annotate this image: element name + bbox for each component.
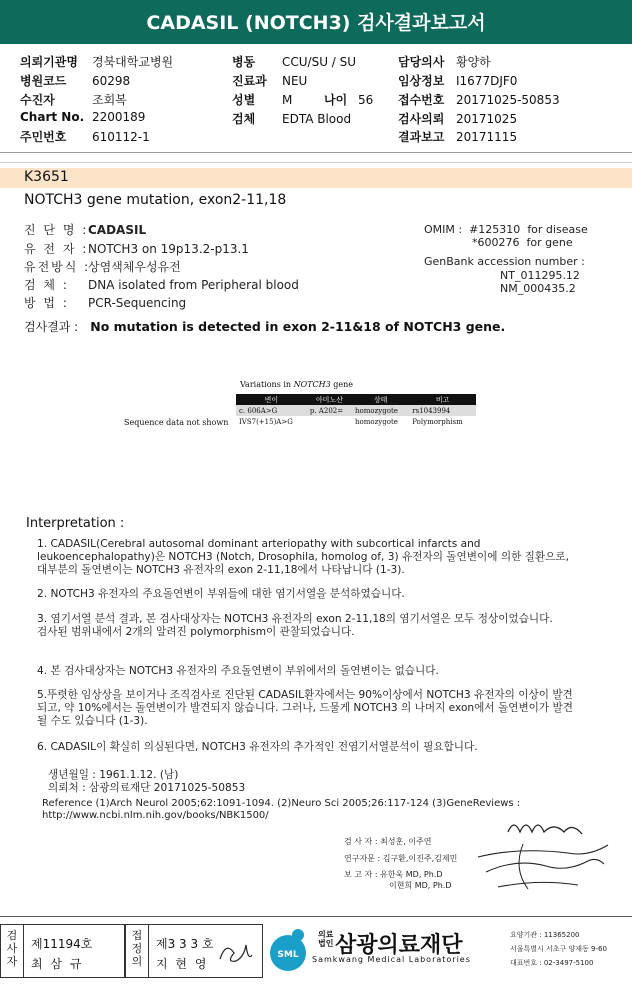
- header-row-specimen: [232, 110, 351, 127]
- header-label: 병원코드: [20, 74, 67, 88]
- footer-divider: [0, 916, 632, 917]
- header-row-report-date: [398, 128, 517, 145]
- org-address: 서울특별시 서초구 양재동 9-60: [510, 945, 607, 953]
- sequence-note: Sequence data not shown: [124, 418, 229, 427]
- header-row-doctor: [398, 53, 491, 70]
- column-header: 비고: [409, 394, 476, 405]
- header-divider-2: [0, 162, 632, 163]
- field-label: 검 체 :: [24, 278, 69, 292]
- table-row: [236, 405, 476, 416]
- header-row-ward: [232, 53, 356, 70]
- header-label: 수진자: [20, 93, 55, 107]
- reporter-line-2: 이현희 MD, Ph.D: [389, 881, 452, 890]
- box-vertical-label: 검사자: [6, 929, 18, 968]
- verifier-stamp-box: [125, 924, 263, 978]
- field-label: 방 법 :: [24, 296, 69, 310]
- age-label: 나이: [324, 93, 348, 107]
- header-value: 60298: [92, 74, 131, 88]
- result-line: [24, 318, 505, 335]
- test-code: K3651: [24, 169, 69, 185]
- table-row: [236, 416, 476, 427]
- field-method: [24, 294, 186, 311]
- field-inheritance: [24, 258, 181, 275]
- reference: Reference (1)Arch Neurol 2005;62:1091-1094. (2)Neuro Sci 2005;26:117-124 (3)GeneReviews :: [42, 798, 521, 809]
- field-label: 유전방식 :: [24, 260, 91, 274]
- header-row-sex-age: [232, 91, 373, 108]
- header-value: CCU/SU / SU: [282, 55, 357, 69]
- field-value: PCR-Sequencing: [88, 296, 187, 310]
- field-specimen: [24, 276, 299, 293]
- box-divider: [23, 925, 24, 977]
- omim-label: OMIM :: [424, 223, 463, 236]
- header-row-department: [232, 72, 307, 89]
- omim-disease: [424, 223, 588, 236]
- header-value: 조회복: [92, 93, 127, 107]
- omim-gene: [472, 236, 573, 249]
- header-label: 성별: [232, 93, 256, 107]
- omim-disease-id: #125310: [469, 223, 521, 236]
- header-label: 진료과: [232, 74, 267, 88]
- omim-gene-id: *600276: [472, 236, 520, 249]
- org-english: Samkwang Medical Laboratories: [312, 955, 471, 964]
- header-row-chart-no: [20, 110, 145, 124]
- sml-logo-icon: [266, 925, 312, 973]
- requester: 의뢰처 : 삼광의료재단 20171025-50853: [48, 782, 246, 794]
- birth-date: 생년월일 : 1961.1.12. (남): [48, 769, 179, 781]
- variations-table: [236, 394, 476, 427]
- field-gene: [24, 240, 249, 257]
- box-line-1: 제3 3 3 호: [156, 937, 214, 951]
- header-label: 주민번호: [20, 130, 67, 144]
- interpretation-heading: Interpretation :: [26, 516, 125, 531]
- signature-scribble: [468, 812, 618, 902]
- column-header: 변이: [236, 394, 307, 405]
- org-name: 삼광의료재단: [335, 933, 463, 958]
- header-value: I1677DJF0: [456, 74, 518, 88]
- field-value: CADASIL: [88, 223, 147, 237]
- header-value: NEU: [282, 74, 308, 88]
- report-title: CADASIL (NOTCH3) 검사결과보고서: [0, 0, 632, 44]
- header-label: 접수번호: [398, 93, 445, 107]
- header-label: 담당의사: [398, 55, 445, 69]
- header-value: M: [282, 93, 293, 107]
- table-cell: [307, 416, 352, 427]
- box-vertical-label: 접정의: [131, 929, 143, 968]
- test-code-band: [0, 168, 632, 188]
- header-row-id-number: [20, 128, 150, 145]
- omim-gene-note: for gene: [526, 236, 573, 249]
- table-cell: Polymorphism: [412, 417, 463, 426]
- field-label: 유 전 자 :: [24, 242, 89, 256]
- header-label: 결과보고: [398, 130, 445, 144]
- reporter-line: 보 고 자 : 유한욱 MD, Ph.D: [344, 870, 443, 879]
- header-label: 임상정보: [398, 74, 445, 88]
- header-row-patient: [20, 91, 127, 108]
- field-value: NOTCH3 on 19p13.2-p13.1: [88, 242, 249, 256]
- variations-caption: [240, 380, 353, 389]
- header-value: 경북대학교병원: [92, 55, 174, 69]
- field-label: 진 단 명 :: [24, 223, 89, 237]
- caption-gene: NOTCH3: [293, 380, 331, 389]
- header-value: 610112-1: [92, 130, 150, 144]
- org-prefix-1: 의료: [318, 930, 334, 939]
- table-cell: rs1043994: [409, 405, 476, 416]
- table-cell: c. 606A>G: [236, 405, 307, 416]
- table-cell: homozygote: [352, 405, 409, 416]
- org-code: 요양기관 : 11365200: [510, 931, 580, 939]
- header-row-request-date: [398, 110, 517, 127]
- header-label: 검체: [232, 112, 256, 126]
- org-prefix: [318, 930, 333, 948]
- result-label: 검사결과 :: [24, 320, 79, 334]
- interpretation-item: 3. 염기서열 분석 결과, 본 검사대상자는 NOTCH3 유전자의 exon 2-11,18의 염기서열은 모두 정상이었습니다. 검사된 범위내에서 2개의 알려진 polymorphism이 관찰되었습니다.: [37, 613, 553, 638]
- genbank-label: GenBank accession number :: [424, 255, 585, 268]
- interpretation-item: 5.뚜렷한 임상상을 보이거나 조직검사로 진단된 CADASIL환자에서는 90%이상에서 NOTCH3 유전자의 이상이 발견되고, 약 10%에서는 돌연변이가 발견되지 않습니다. 그러나, 드물게 NOTCH3 의 나머지 exon에서 돌연변이가 발견될 수도 있습니다 (1-3).: [37, 689, 573, 727]
- header-value: 20171115: [456, 130, 518, 144]
- field-value: 상염색체우성유전: [88, 260, 181, 274]
- header-row-institution: [20, 53, 173, 70]
- test-name: NOTCH3 gene mutation, exon2-11,18: [24, 192, 287, 208]
- box-line-2: 최 삼 규: [31, 957, 84, 971]
- logo-text: SML: [277, 950, 299, 960]
- org-phone: 대표번호 : 02-3497-5100: [510, 959, 594, 967]
- interpretation-item: 6. CADASIL이 확실히 의심된다면, NOTCH3 유전자의 추가적인 전염기서열분석이 필요합니다.: [37, 741, 478, 753]
- omim-disease-note: for disease: [527, 223, 588, 236]
- box-divider: [148, 925, 149, 977]
- table-cell: p. A202=: [307, 405, 352, 416]
- tester-line: 검 사 자 : 최성훈, 이주연: [344, 837, 432, 846]
- header-label: 의뢰기관명: [20, 55, 78, 69]
- caption-text-end: gene: [330, 380, 353, 389]
- org-prefix-2: 법인: [318, 939, 334, 948]
- column-header: 아미노산: [307, 394, 352, 405]
- header-label: 병동: [232, 55, 256, 69]
- header-divider: [0, 152, 632, 153]
- table-cell: homozygote: [355, 417, 398, 426]
- box-line-2: 지 현 영: [156, 957, 209, 971]
- header-row-clinical-info: [398, 72, 517, 89]
- caption-text: Variations in: [240, 380, 294, 389]
- header-value: 20171025-50853: [456, 93, 560, 107]
- header-row-receipt-no: [398, 91, 560, 108]
- column-header: 상태: [352, 394, 409, 405]
- interpretation-item: 2. NOTCH3 유전자의 주요돌연변이 부위들에 대한 염기서열을 분석하였습니다.: [37, 588, 405, 600]
- genbank-accession-2: NM_000435.2: [500, 282, 576, 295]
- field-diagnosis: [24, 221, 146, 238]
- header-value: EDTA Blood: [282, 112, 352, 126]
- table-header-row: [236, 394, 476, 405]
- researcher-line: 연구자문 : 김구환,이진주,김제민: [344, 854, 458, 863]
- header-row-hospital-code: [20, 72, 130, 89]
- header-value: 황양하: [456, 55, 491, 69]
- interpretation-item: 1. CADASIL(Cerebral autosomal dominant arteriopathy with subcortical infarcts and leukoencephalopathy)은 NOTCH3 (Notch, Drosophila, homolog of, 3) 유전자의 돌연변이에 의한 질환으로, 대부분의 돌연변이는 NOTCH3 유전자의 exon 2-11,18에서 나타납니다 (1-3).: [37, 538, 569, 576]
- header-value: 20171025: [456, 112, 518, 126]
- verifier-signature: [216, 937, 256, 967]
- table-cell: IVS7(+15)A>G: [239, 417, 293, 426]
- age-value: 56: [358, 93, 374, 107]
- header-label: Chart No.: [20, 110, 85, 124]
- genbank-accession-1: NT_011295.12: [500, 269, 580, 282]
- box-line-1: 제11194호: [31, 937, 93, 951]
- reference-url: http://www.ncbi.nlm.nih.gov/books/NBK1500/: [42, 810, 269, 821]
- tester-stamp-box: [0, 924, 125, 978]
- interpretation-item: 4. 본 검사대상자는 NOTCH3 유전자의 주요돌연변이 부위에서의 돌연변이는 없습니다.: [37, 665, 439, 677]
- result-text: No mutation is detected in exon 2-11&18 of NOTCH3 gene.: [90, 319, 506, 334]
- header-value: 2200189: [92, 110, 146, 124]
- field-value: DNA isolated from Peripheral blood: [88, 278, 299, 292]
- header-label: 검사의뢰: [398, 112, 445, 126]
